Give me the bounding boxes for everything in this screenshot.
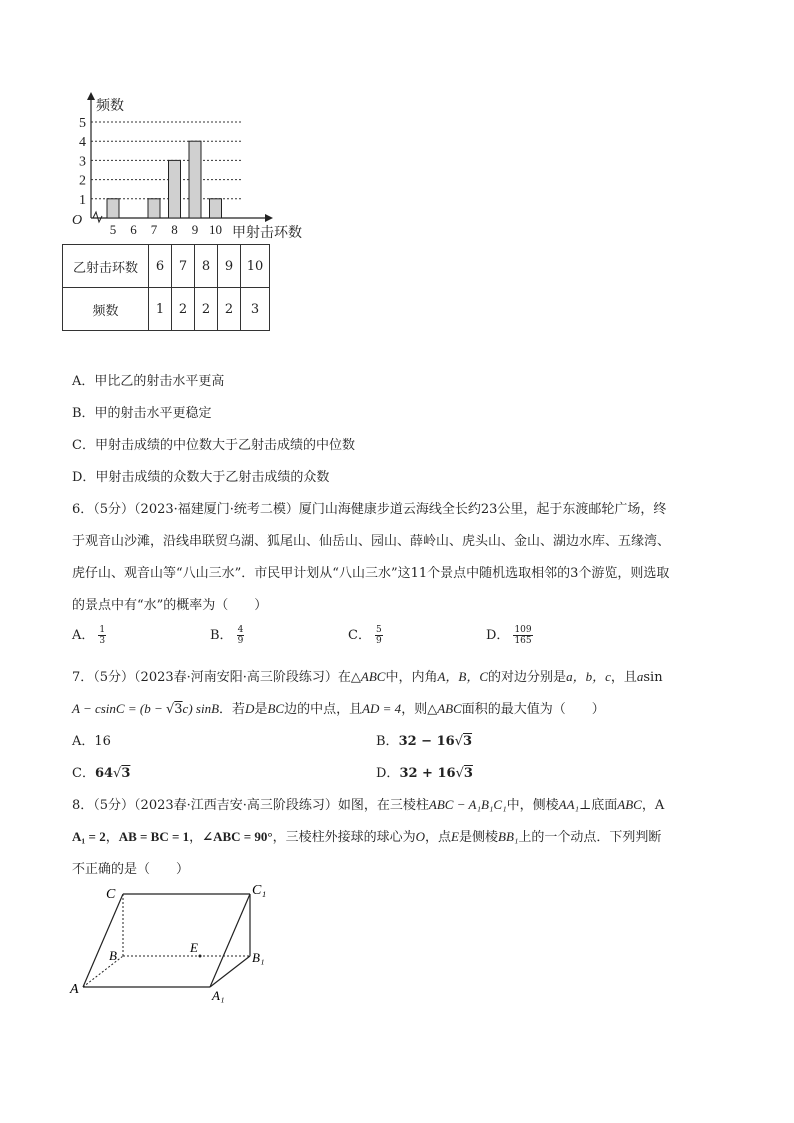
q6-option-c: C． $\frac{5}{9}$ xyxy=(348,625,382,646)
x-tick-label: 6 xyxy=(130,222,137,237)
q5-option-b: B．甲的射击水平更稳定 xyxy=(72,406,212,421)
q5-option-a: A．甲比乙的射击水平更高 xyxy=(72,374,225,389)
table-header-label: 乙射击环数 xyxy=(63,245,149,288)
bar xyxy=(189,141,201,218)
table-row xyxy=(63,245,270,288)
table-row-label: 频数 xyxy=(63,288,149,331)
x-tick-label: 10 xyxy=(209,222,222,237)
q8-line-1: 8．（5分）（2023春·江西吉安·高三阶段练习）如图，在三棱柱ABC − A₁B₁C₁中，侧棱AA₁⊥底面ABC，A xyxy=(72,797,665,813)
q7-option-c: C．64√3 xyxy=(72,766,131,781)
label-C1: C₁ xyxy=(252,883,267,898)
x-tick-label: 9 xyxy=(191,222,199,237)
label-B: B xyxy=(109,948,117,963)
y-tick-label: 5 xyxy=(79,116,86,131)
y-tick-label: 4 xyxy=(79,135,86,151)
q8-line-3: 不正确的是（ ） xyxy=(72,862,190,877)
table-cell: 2 xyxy=(195,288,218,331)
table-cell: 6 xyxy=(149,245,172,288)
x-axis-arrow xyxy=(265,214,273,222)
q6-option-a: A． $\frac{1}{3}$ xyxy=(72,625,106,646)
origin-label: O xyxy=(72,213,83,228)
q6-line-4: 的景点中有“水”的概率为（ ） xyxy=(72,598,268,613)
y-axis-label: 频数 xyxy=(96,99,124,114)
q6-option-d: D． $\frac{109}{165}$ xyxy=(486,625,532,646)
y-tick-label: 3 xyxy=(79,154,86,170)
frequency-table xyxy=(62,244,270,331)
bar xyxy=(107,199,119,218)
q7-line-1: 7．（5分）（2023春·河南安阳·高三阶段练习）在△ABC中，内角A，B，C的对边分别是a，b，c，且asin xyxy=(72,669,663,685)
x-tick-label: 7 xyxy=(150,222,158,237)
label-C: C xyxy=(106,887,116,902)
frequency-bar-chart xyxy=(60,90,330,240)
axis-break-mark xyxy=(93,212,102,222)
q6-option-b: B． $\frac{4}{9}$ xyxy=(210,625,244,646)
table-cell: 8 xyxy=(195,245,218,288)
q7-option-b: B．32 − 16√3 xyxy=(376,734,473,749)
table-cell: 1 xyxy=(149,288,172,331)
y-tick-label: 1 xyxy=(79,192,86,208)
q7-option-a: A．16 xyxy=(72,734,111,749)
q6-line-1: 6．（5分）（2023·福建厦门·统考二模）厦门山海健康步道云海线全长约23公里，起于东渡邮轮广场，终 xyxy=(72,502,667,517)
label-A: A xyxy=(70,982,79,997)
bar xyxy=(210,199,222,218)
table-cell: 7 xyxy=(172,245,195,288)
x-tick-label: 5 xyxy=(109,222,117,237)
q6-line-3: 虎仔山、观音山等“八山三水”．市民甲计划从“八山三水”这11个景点中随机选取相邻的3个游览，则选取 xyxy=(72,566,670,581)
q7-option-d: D．32 + 16√3 xyxy=(376,766,473,781)
table-cell: 10 xyxy=(241,245,270,288)
x-tick-label: 8 xyxy=(171,222,178,237)
y-tick-label: 2 xyxy=(79,173,86,189)
label-E: E xyxy=(190,940,198,955)
bar xyxy=(148,199,160,218)
q5-option-d: D．甲射击成绩的众数大于乙射击成绩的众数 xyxy=(72,470,330,485)
table-row xyxy=(63,288,270,331)
table-cell: 2 xyxy=(172,288,195,331)
table-cell: 2 xyxy=(218,288,241,331)
prism-figure xyxy=(68,880,278,1005)
label-A1: A₁ xyxy=(212,988,225,1003)
q7-line-2: A − csinC = (b − √3c) sinB．若D是BC边的中点，且AD = 4，则△ABC面积的最大值为（ ） xyxy=(72,701,605,717)
q8-line-2: A₁ = 2，AB = BC = 1，∠ABC = 90°，三棱柱外接球的球心为O，点E是侧棱BB₁上的一个动点．下列判断 xyxy=(72,829,662,845)
x-axis-label: 甲射击环数 xyxy=(232,226,302,240)
bar xyxy=(169,160,181,218)
y-axis-arrow xyxy=(87,92,95,100)
q6-line-2: 于观音山沙滩，沿线串联贸乌湖、狐尾山、仙岳山、园山、薛岭山、虎头山、金山、湖边水库、五缘湾、 xyxy=(72,534,671,549)
table-cell: 9 xyxy=(218,245,241,288)
table-cell: 3 xyxy=(241,288,270,331)
label-B1: B₁ xyxy=(252,950,265,965)
q5-option-c: C．甲射击成绩的中位数大于乙射击成绩的中位数 xyxy=(72,438,355,453)
